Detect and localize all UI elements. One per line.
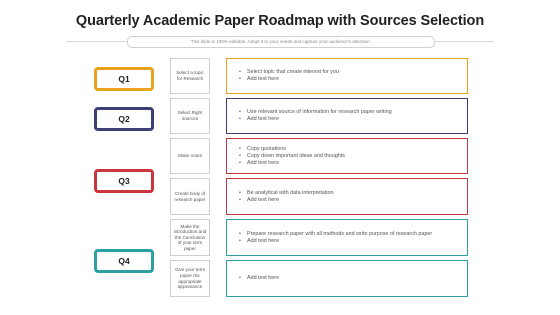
quarter-badge-q2: Q2 bbox=[94, 107, 154, 131]
step-box-1: Select a topic for Research bbox=[170, 58, 210, 94]
page-title: Quarterly Academic Paper Roadmap with Sources Selection bbox=[75, 13, 485, 29]
step-box-5: Make the introduction and the Conclusion of your term paper bbox=[170, 219, 210, 256]
bullet-text: • Use relevant source of information for research paper writing bbox=[239, 109, 467, 116]
bullet-text: • Copy down important ideas and thoughts bbox=[239, 153, 467, 160]
step-box-6: Give your term paper the appropriate appearance bbox=[170, 260, 210, 297]
quarter-badge-q4: Q4 bbox=[94, 249, 154, 273]
bullet-text: • Select topic that create interest for you bbox=[239, 69, 467, 76]
bullet-text: • Add text here bbox=[239, 160, 467, 167]
bullet-text: • Prepare research paper with all methods and write purpose of research paper bbox=[239, 231, 467, 238]
step-box-4: Create body of research paper bbox=[170, 178, 210, 215]
step-box-2: Select Right sources bbox=[170, 98, 210, 134]
detail-box-2 bbox=[226, 98, 468, 134]
subtitle: This slide is 100% editable. Adapt it to your needs and capture your audience's attention. bbox=[127, 36, 435, 48]
bullet-text: • Add text here bbox=[239, 76, 467, 83]
bullet-text: • Add text here bbox=[239, 197, 467, 204]
bullet-text: • Add text here bbox=[239, 275, 467, 282]
step-box-3: Make notes bbox=[170, 138, 210, 174]
bullet-text: • Add text here bbox=[239, 238, 467, 245]
bullet-text: • Be analytical with data interpretation bbox=[239, 190, 467, 197]
detail-box-5 bbox=[226, 219, 468, 256]
bullet-text: • Copy quotations bbox=[239, 146, 467, 153]
bullet-text: • Add text here bbox=[239, 116, 467, 123]
detail-box-4 bbox=[226, 178, 468, 215]
quarter-badge-q1: Q1 bbox=[94, 67, 154, 91]
detail-box-3 bbox=[226, 138, 468, 174]
detail-box-6 bbox=[226, 260, 468, 297]
quarter-badge-q3: Q3 bbox=[94, 169, 154, 193]
detail-box-1 bbox=[226, 58, 468, 94]
